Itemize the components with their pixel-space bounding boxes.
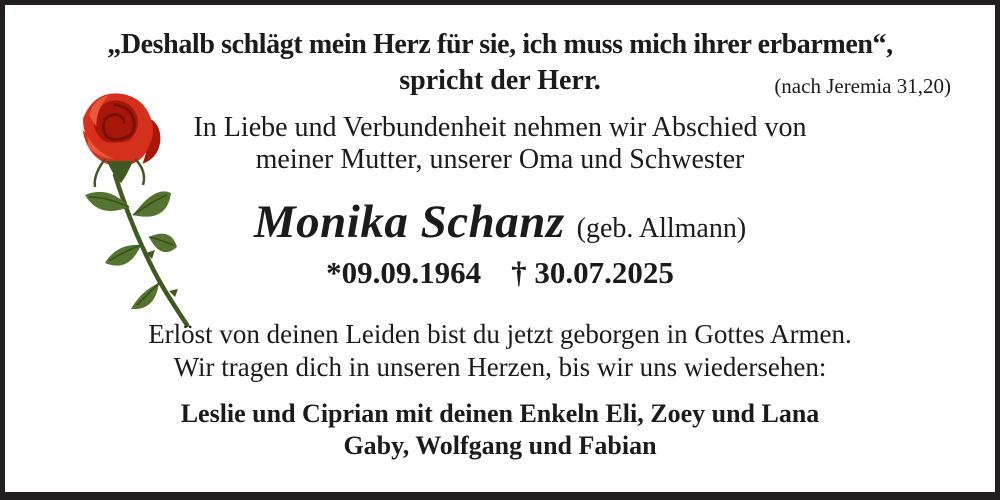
- intro-line2: meiner Mutter, unserer Oma und Schwester: [255, 144, 745, 175]
- farewell-line1: Erlöst von deinen Leiden bist du jetzt geborgen in Gottes Armen.: [148, 319, 852, 349]
- death-date: † 30.07.2025: [511, 255, 674, 290]
- scripture-quote-line1: „Deshalb schlägt mein Herz für sie, ich muss mich ihrer erbarmen“,: [107, 29, 893, 60]
- deceased-name-row: [5, 195, 995, 249]
- scripture-source: (nach Jeremia 31,20): [774, 74, 951, 98]
- maiden-name: (geb. Allmann): [576, 213, 747, 244]
- life-dates: [5, 255, 995, 291]
- mourners-line1: Leslie und Ciprian mit deinen Enkeln Eli, Zoey und Lana: [180, 399, 820, 428]
- scripture-quote-line2: spricht der Herr.: [399, 65, 601, 96]
- birth-date: *09.09.1964: [326, 255, 482, 290]
- mourners-line2: Gaby, Wolfgang und Fabian: [343, 431, 657, 460]
- intro-line1: In Liebe und Verbundenheit nehmen wir Abschied von: [193, 112, 807, 143]
- farewell-line2: Wir tragen dich in unseren Herzen, bis wir uns wiedersehen:: [173, 352, 827, 382]
- deceased-name: Monika Schanz: [253, 196, 565, 248]
